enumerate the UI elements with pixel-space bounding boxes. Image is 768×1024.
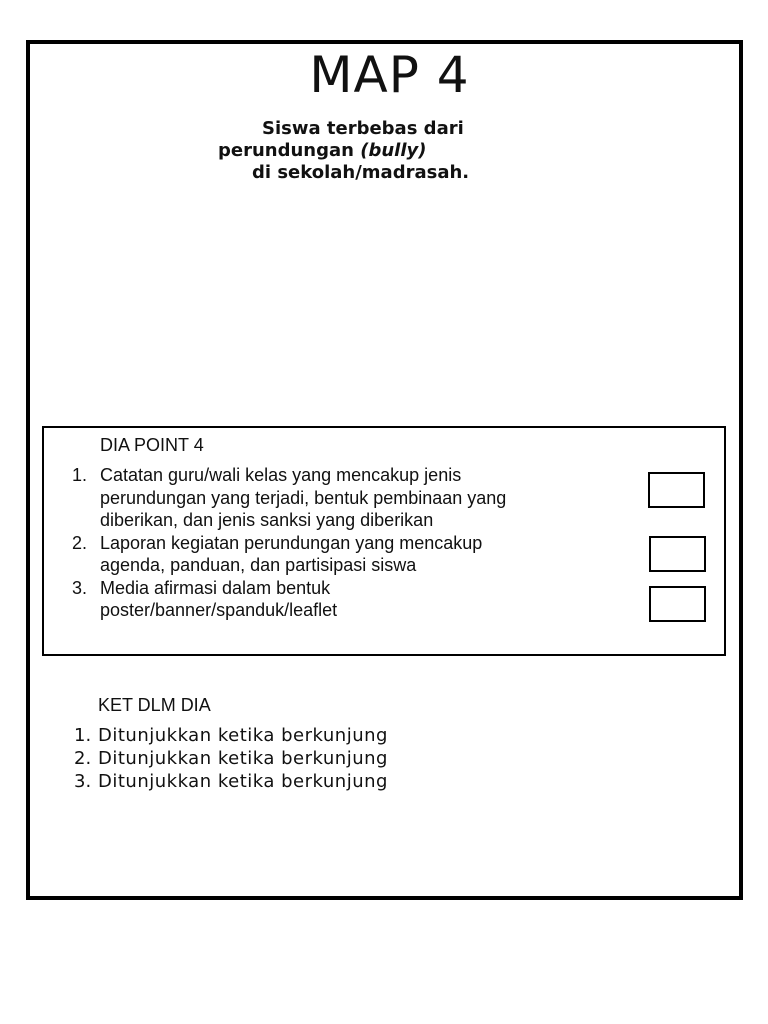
ket-item-text: Ditunjukkan ketika berkunjung	[98, 771, 388, 792]
subtitle-line-2-text: perundungan	[218, 140, 361, 161]
ket-list	[74, 724, 388, 793]
ket-item-text: Ditunjukkan ketika berkunjung	[98, 725, 388, 746]
dia-point-box	[42, 426, 726, 656]
dia-item-line: agenda, panduan, dan partisipasi siswa	[100, 555, 417, 575]
dia-item-line: Media afirmasi dalam bentuk	[100, 577, 331, 598]
dia-item-line: perundungan yang terjadi, bentuk pembinaan yang	[100, 487, 507, 508]
page-title: MAP 4	[309, 46, 470, 104]
dia-item-line: Laporan kegiatan perundungan yang mencakup	[100, 532, 483, 553]
dia-item-number: 1.	[72, 465, 88, 485]
dia-item-line: Catatan guru/wali kelas yang mencakup jenis	[100, 465, 462, 485]
ket-item-number: 2.	[74, 748, 92, 769]
dia-item-3	[68, 577, 628, 622]
ket-item-3	[74, 770, 388, 793]
dia-item-2	[68, 532, 628, 577]
ket-item-1	[74, 724, 388, 747]
dia-list	[68, 464, 628, 622]
subtitle-line-3: di sekolah/madrasah.	[252, 162, 470, 183]
checkbox-item-1[interactable]	[648, 472, 705, 508]
ket-item-text: Ditunjukkan ketika berkunjung	[98, 748, 388, 769]
ket-item-number: 3.	[74, 771, 92, 792]
dia-item-line: poster/banner/spanduk/leaflet	[100, 600, 338, 620]
dia-item-line: diberikan, dan jenis sanksi yang diberikan	[100, 510, 434, 530]
ket-item-2	[74, 747, 388, 770]
subtitle-line-2	[218, 140, 558, 162]
subtitle-italic-term: (bully)	[360, 140, 427, 161]
dia-heading: DIA POINT 4	[100, 435, 204, 455]
dia-item-1	[68, 464, 628, 532]
checkbox-item-3[interactable]	[649, 586, 706, 622]
checkbox-item-2[interactable]	[649, 536, 706, 572]
dia-item-number: 2.	[72, 532, 88, 553]
subtitle	[218, 118, 558, 184]
page-frame	[26, 40, 743, 900]
dia-item-number: 3.	[72, 577, 88, 598]
subtitle-line-1: Siswa terbebas dari	[262, 118, 464, 139]
ket-item-number: 1.	[74, 725, 92, 746]
ket-heading: KET DLM DIA	[98, 695, 211, 715]
